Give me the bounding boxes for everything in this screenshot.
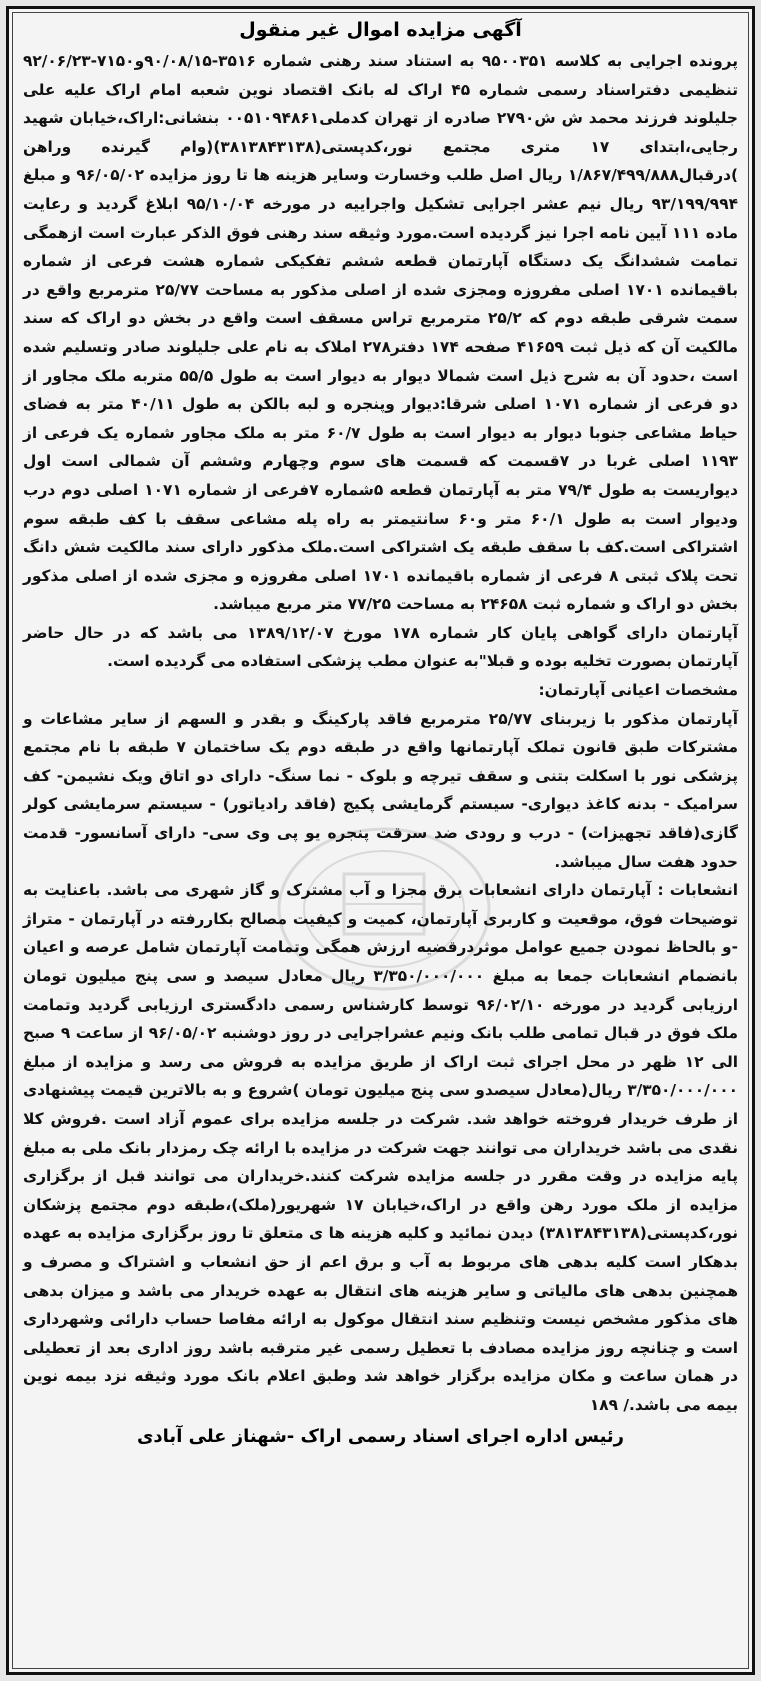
paragraph-utilities-auction: انشعابات : آپارتمان دارای انشعابات برق مجزا و آب مشترک و گاز شهری می باشد. باعنایت به توضیحات فوق، موقعیت و کاربری آپارتمان، کمیت و کیفیت مصالح بکاررفته در آپارتمان - متراژ -و بالحاظ نمودن جمیع عوامل موثردرقضیه ارزش همگی وتمامت آپارتمان شامل عرصه و اعیان بانضمام انشعابات جمعا به مبلغ ۳/۳۵۰/۰۰۰/۰۰۰ ریال معادل سیصد و سی پنج میلیون تومان ارزیابی گردید در مورخه ۹۶/۰۲/۱۰ توسط کارشناس رسمی دادگستری ارزیابی گردید وتمامت ملک فوق در قبال تمامی طلب بانک ونیم عشراجرایی در روز دوشنبه ۹۶/۰۵/۰۲ از ساعت ۹ صبح الی ۱۲ ظهر در محل اجرای ثبت اراک از طریق مزایده به فروش می رسد و مزایده از مبلغ ۳/۳۵۰/۰۰۰/۰۰۰ ریال(معادل سیصدو سی پنج میلیون تومان )شروع و به بالاترین قیمت پیشنهادی از طرف خریدار فروخته خواهد شد. شرکت در جلسه مزایده برای عموم آزاد است .فروش کلا نقدی می باشد خریداران می توانند جهت شرکت در مزایده با ارائه چک رمزدار بانک ملی به مبلغ پایه مزایده در وقت مقرر در جلسه مزایده شرکت کنند.خریداران می توانند قبل از برگزاری مزایده از ملک مورد رهن واقع در اراک،خیابان ۱۷ شهریور(ملک)،طبقه دوم مجتمع پزشکان نور،کدپستی(۳۸۱۳۸۴۳۱۳۸) دیدن نمائید و کلیه هزینه ها ی متعلق تا روز برگزاری مزایده به عهده بدهکار است کلیه بدهی های مربوط به آب و برق اعم از حق انشعاب و اشتراک و مصرف و همچنین بدهی های مالیاتی و سایر هزینه های انتقال به عهده خریدار می باشد و میزان بدهی های مذکور مشخص نیست وتنظیم سند انتقال موکول به ارائه مفاصا حساب دارائی وشهرداری است و چنانچه روز مزایده مصادف با تعطیل رسمی غیر مترقبه باشد روز اداری بعد از تعطیلی در همان ساعت و مکان مزایده برگزار خواهد شد وطبق اعلام بانک مورد وثیقه نزد بیمه نوین بیمه می باشد./ ۱۸۹ (23, 881, 739, 1414)
signature-line: رئیس اداره اجرای اسناد رسمی اراک -شهناز علی آبادی (136, 1425, 625, 1447)
paragraph-case-details: پرونده اجرایی به کلاسه ۹۵۰۰۳۵۱ به استناد سند رهنی شماره ۳۵۱۶-۹۰/۰۸/۱۵و۷۱۵۰-۹۲/۰۶/۲۳ تنظیمی دفتراسناد رسمی شماره ۴۵ اراک له بانک اقتصاد نوین شعبه امام اراک علیه علی جلیلوند فرزند محمد ش ش۲۷۹۰ صادره از تهران کدملی۰۰۵۱۰۹۴۸۶۱ بنشانی:اراک،خیابان شهید رجایی،ابتدای ۱۷ متری مجتمع نور،کدپستی(۳۸۱۳۸۴۳۱۳۸)(وام گیرنده وراهن )درقبال۱/۸۶۷/۴۹۹/۸۸۸ ریال اصل طلب وخسارت وسایر هزینه ها تا روز مزایده ۹۶/۰۵/۰۲ و مبلغ ۹۳/۱۹۹/۹۹۴ ریال نیم عشر اجرایی تشکیل واجراییه در مورخه ۹۵/۱۰/۰۴ ابلاغ گردید و رعایت ماده ۱۱۱ آیین نامه اجرا نیز گردیده است.مورد وثیقه سند رهنی فوق الذکر عبارت است ازهمگی تمامت ششدانگ یک دستگاه آپارتمان قطعه ششم تفکیکی شماره هشت فرعی از شماره باقیمانده ۱۷۰۱ اصلی مفروزه ومجزی شده از اصلی مذکور به مساحت ۲۵/۷۷ مترمربع واقع در سمت شرقی طبقه دوم که ۲۵/۲ مترمربع تراس مسقف است واقع در بخش دو اراک که سند مالکیت آن که ذیل ثبت ۴۱۶۵۹ صفحه ۱۷۴ دفتر۲۷۸ املاک به نام علی جلیلوند صادر وتسلیم شده است ،حدود آن به شرح ذیل است شمالا دیوار به دیوار است به طول ۵۵/۵ متربه ملک مجاور از دو فرعی از شماره ۱۰۷۱ اصلی شرقا:دیوار وپنجره و لبه بالکن به طول ۴۰/۱۱ متر به فضای حیاط مشاعی جنوبا دیوار به دیوار است به طول ۶۰/۷ متر به ملک مجاور شماره یک فرعی از ۱۱۹۳ اصلی غربا در ۷قسمت که قسمت های سوم وچهارم وششم آن شمالی است اول دیواریست به طول ۷۹/۴ متر به آپارتمان قطعه ۵شماره ۷فرعی از شماره ۱۰۷۱ اصلی دوم درب ودیوار است به طول ۶۰/۱ متر و۶۰ سانتیمتر به راه پله مشاعی سقف با کف طبقه سوم اشتراکی است.کف با سقف طبقه یک اشتراکی است.ملک مذکور دارای سند مالکیت شش دانگ تحت پلاک ثبتی ۸ فرعی از شماره باقیمانده ۱۷۰۱ اصلی مفروزه و مجزی شده از اصلی مذکور بخش دو اراک و شماره ثبت ۲۴۶۵۸ به مساحت ۷۷/۲۵ متر مربع میباشد. (23, 52, 739, 614)
notice-body (23, 47, 738, 1420)
section-heading-specs: مشخصات اعیانی آپارتمان: (538, 681, 738, 700)
notice-content (23, 17, 738, 1664)
notice-frame (6, 6, 755, 1675)
notice-title: آگهی مزایده اموال غیر منقول (239, 19, 522, 41)
paragraph-specs: آپارتمان مذکور با زیربنای ۲۵/۷۷ مترمربع فاقد پارکینگ و بقدر و السهم از سایر مشاعات و مشترکات طبق قانون تملک آپارتمانها واقع در طبقه دوم یک ساختمان ۷ طبقه با نام مجتمع پزشکی نور با اسکلت بتنی و سقف تیرچه و بلوک - نما سنگ- دارای دو اتاق ویک نشیمن- کف سرامیک - بدنه کاغذ دیواری- سیستم گرمایشی پکیج (فاقد رادیاتور) - سیستم سرمایشی کولر گازی(فاقد تجهیزات) - درب و رودی ضد سرقت پنجره یو پی وی سی- دارای آسانسور- قدمت حدود هفت سال میباشد. (23, 709, 738, 871)
paragraph-certificate: آپارتمان دارای گواهی پایان کار شماره ۱۷۸ مورخ ۱۳۸۹/۱۲/۰۷ می باشد که در حال حاضر آپارتمان بصورت تخلیه بوده و قبلا"به عنوان مطب پزشکی استفاده می گردیده است. (23, 623, 738, 671)
